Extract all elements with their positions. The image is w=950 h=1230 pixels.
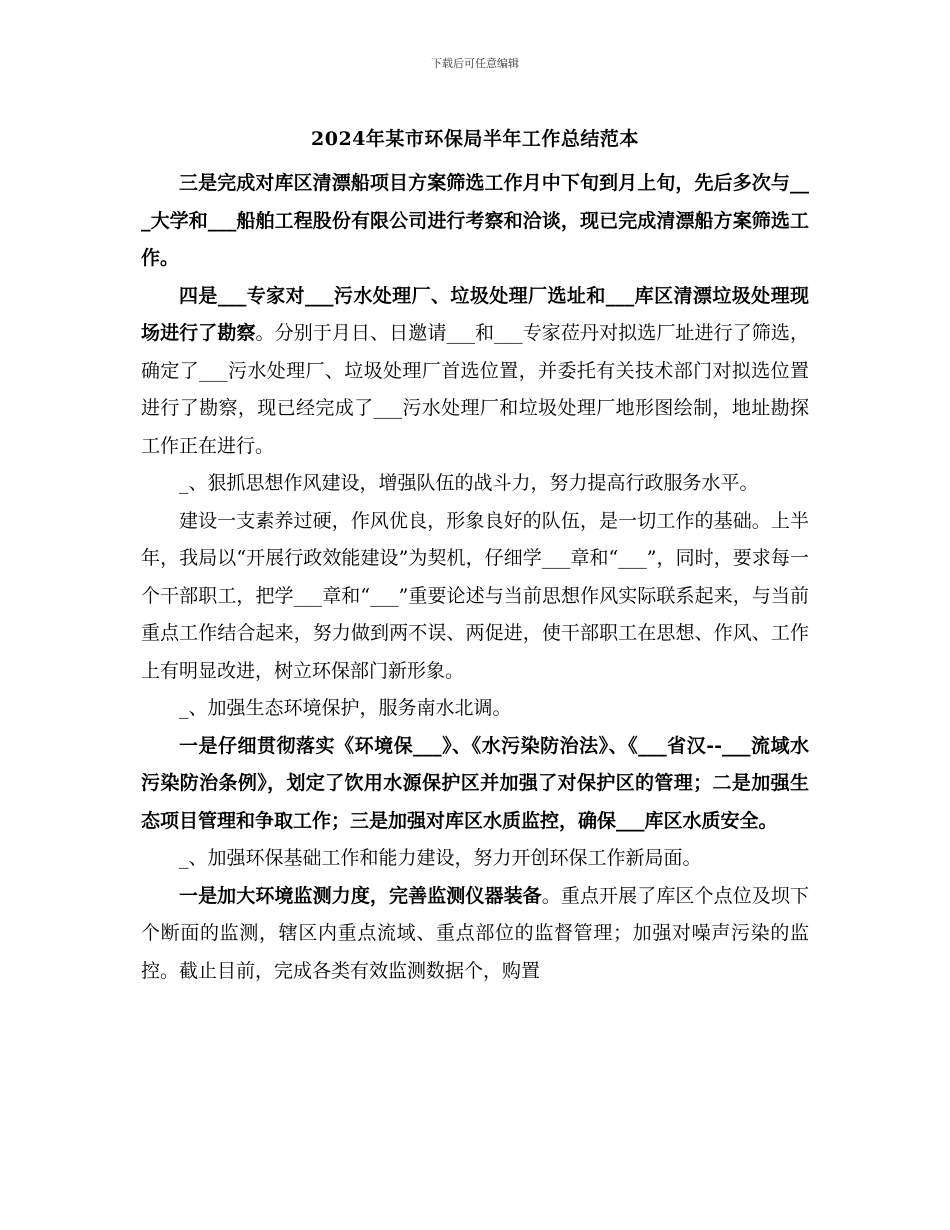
paragraph-bold-text: 一是仔细贯彻落实《环境保___》、《水污染防治法》、《___省汉--___流域水污染防治条例》，划定了饮用水源保护区并加强了对保护区的管理；二是加强生态项目管理和争取工作；三是加强对库区水质监控，确保___库区水质安全。 [141, 734, 809, 832]
paragraph-bold-text: 三是完成对库区清漂船项目方案筛选工作月中下旬到月上旬，先后多次与___大学和___船舶工程股份有限公司进行考察和洽谈，现已完成清漂船方案筛选工作。 [141, 172, 809, 269]
document-body [141, 165, 809, 990]
paragraph-text: _、加强生态环境保护，服务南水北调。 [179, 697, 512, 719]
paragraph [141, 465, 809, 503]
paragraph-text: _、狠抓思想作风建设，增强队伍的战斗力，努力提高行政服务水平。 [179, 472, 759, 494]
paragraph [141, 840, 809, 878]
paragraph-text: 。重点开展了库区个点位及坝下个断面的监测，辖区内重点流域、重点部位的监督管理；加强对噪声污染的监控。截止目前，完成各类有效监测数据个，购置 [141, 884, 809, 982]
paragraph [141, 728, 809, 841]
paragraph [141, 503, 809, 691]
document-title: 2024年某市环保局半年工作总结范本 [311, 128, 639, 150]
paragraph [141, 278, 809, 466]
paragraph [141, 878, 809, 991]
paragraph-text: 。分别于月日、日邀请___和___专家莅丹对拟选厂址进行了筛选，确定了___污水处理厂、垃圾处理厂首选位置，并委托有关技术部门对拟选位置进行了勘察，现已经完成了___污水处理厂和垃圾处理厂地形图绘制，地址勘探工作正在进行。 [141, 322, 809, 457]
paragraph-text: _、加强环保基础工作和能力建设，努力开创环保工作新局面。 [179, 847, 702, 869]
paragraph-bold-text: 一是加大环境监测力度，完善监测仪器装备 [179, 884, 542, 907]
paragraph-text: 建设一支素养过硬，作风优良，形象良好的队伍，是一切工作的基础。上半年，我局以“开展行政效能建设”为契机，仔细学___章和“___”，同时，要求每一个干部职工，把学___章和“___”重要论述与当前思想作风实际联系起来，与当前重点工作结合起来，努力做到两不误、两促进，使干部职工在思想、作风、工作上有明显改进，树立环保部门新形象。 [141, 509, 809, 682]
page-header-note: 下载后可任意编辑 [431, 57, 519, 70]
paragraph [141, 690, 809, 728]
paragraph-bold-text: 四是___专家对___污水处理厂、垃圾处理厂选址和___库区清漂垃圾处理现场进行了勘察 [141, 284, 809, 344]
paragraph [141, 165, 809, 278]
